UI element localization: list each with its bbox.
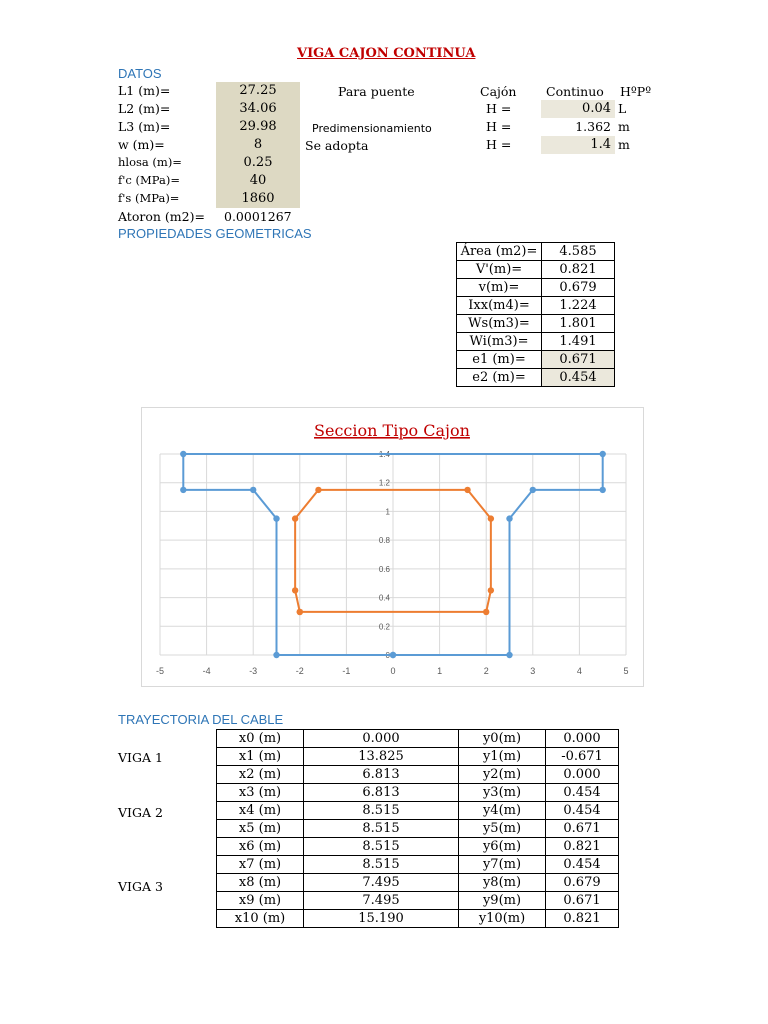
- y-value: 0.000: [546, 730, 619, 748]
- x-value: 6.813: [304, 766, 459, 784]
- prop-value: 4.585: [542, 243, 615, 261]
- table-row: [217, 766, 619, 784]
- x-value: 8.515: [304, 820, 459, 838]
- y-label: y7(m): [459, 856, 546, 874]
- h-unit-3: m: [618, 137, 630, 152]
- datos-value-l3[interactable]: 29.98: [216, 118, 300, 136]
- x-tick-label: 1: [437, 666, 443, 676]
- x-tick-label: 5: [623, 666, 629, 676]
- x-tick-label: 3: [530, 666, 536, 676]
- viga2-label: VIGA 2: [118, 805, 163, 820]
- datos-label-hlosa: hlosa (m)=: [118, 155, 182, 169]
- series-point: [488, 515, 494, 521]
- x-label: x3 (m): [217, 784, 304, 802]
- datos-value-hlosa[interactable]: 0.25: [216, 154, 300, 172]
- y-value: 0.671: [546, 820, 619, 838]
- table-row: [457, 297, 615, 315]
- y-value: 0.454: [546, 784, 619, 802]
- table-row: [217, 730, 619, 748]
- y-label: y2(m): [459, 766, 546, 784]
- predimensionamiento-label: Predimensionamiento: [312, 122, 432, 135]
- series-point: [180, 487, 186, 493]
- prop-label: Área (m2)=: [457, 243, 542, 261]
- propiedades-table: [456, 242, 615, 387]
- datos-label-l2: L2 (m)=: [118, 101, 171, 116]
- se-adopta-label: Se adopta: [305, 138, 369, 153]
- series-point: [273, 515, 279, 521]
- table-row: [457, 261, 615, 279]
- h-label-2: H =: [486, 119, 512, 134]
- x-value: 8.515: [304, 838, 459, 856]
- y-label: y0(m): [459, 730, 546, 748]
- para-puente-label: Para puente: [338, 84, 415, 99]
- prop-value[interactable]: 0.454: [542, 369, 615, 387]
- y-tick-label: 0: [385, 651, 390, 660]
- table-row: [217, 892, 619, 910]
- page-title: VIGA CAJON CONTINUA: [297, 46, 476, 61]
- x-label: x6 (m): [217, 838, 304, 856]
- series-point: [273, 652, 279, 658]
- x-label: x0 (m): [217, 730, 304, 748]
- datos-value-fs[interactable]: 1860: [216, 190, 300, 208]
- series-point: [292, 587, 298, 593]
- series-point: [506, 515, 512, 521]
- x-tick-label: -2: [295, 666, 304, 676]
- trayectoria-heading: TRAYECTORIA DEL CABLE: [118, 712, 284, 727]
- y-label: y10(m): [459, 910, 546, 928]
- table-row: [217, 802, 619, 820]
- chart-title: Seccion Tipo Cajon: [314, 421, 470, 440]
- y-tick-label: 0.6: [378, 564, 390, 574]
- x-tick-label: 4: [576, 666, 582, 676]
- datos-label-l1: L1 (m)=: [118, 83, 171, 98]
- table-row: [217, 820, 619, 838]
- y-value: 0.454: [546, 856, 619, 874]
- x-value: 8.515: [304, 802, 459, 820]
- series-point: [390, 652, 396, 658]
- x-value: 7.495: [304, 874, 459, 892]
- series-point: [506, 652, 512, 658]
- x-tick-label: -3: [249, 666, 258, 676]
- prop-label: Wi(m3)=: [457, 333, 542, 351]
- atoron-value: 0.0001267: [224, 209, 292, 224]
- series-point: [297, 609, 303, 615]
- x-tick-label: -1: [342, 666, 351, 676]
- datos-label-fs: f's (MPa)=: [118, 191, 180, 205]
- table-row: [217, 784, 619, 802]
- x-value: 0.000: [304, 730, 459, 748]
- y-tick-label: 0.4: [378, 593, 390, 603]
- propiedades-heading: PROPIEDADES GEOMETRICAS: [118, 226, 312, 241]
- series-point: [483, 609, 489, 615]
- y-value: 0.821: [546, 838, 619, 856]
- chart-frame[interactable]: [141, 407, 644, 687]
- y-label: y1(m): [459, 748, 546, 766]
- datos-heading: DATOS: [118, 66, 162, 81]
- x-tick-label: -5: [155, 666, 165, 676]
- chart-axes: [156, 450, 629, 676]
- prop-label: Ws(m3)=: [457, 315, 542, 333]
- table-row: [217, 874, 619, 892]
- series-point: [530, 487, 536, 493]
- h-value-1[interactable]: 0.04: [541, 100, 615, 118]
- atoron-label: Atoron (m2)=: [118, 209, 205, 224]
- prop-value: 1.224: [542, 297, 615, 315]
- x-label: x4 (m): [217, 802, 304, 820]
- y-value: 0.679: [546, 874, 619, 892]
- h-value-2: 1.362: [575, 119, 611, 134]
- x-value: 13.825: [304, 748, 459, 766]
- prop-value[interactable]: 0.671: [542, 351, 615, 369]
- x-label: x2 (m): [217, 766, 304, 784]
- h-unit-2: m: [618, 119, 630, 134]
- table-row: [457, 279, 615, 297]
- y-label: y3(m): [459, 784, 546, 802]
- continuo-label: Continuo: [546, 84, 604, 99]
- series-point: [464, 487, 470, 493]
- x-label: x7 (m): [217, 856, 304, 874]
- series-point: [180, 451, 186, 457]
- series-point: [600, 487, 606, 493]
- x-label: x10 (m): [217, 910, 304, 928]
- x-tick-label: 0: [390, 666, 396, 676]
- table-row: [457, 333, 615, 351]
- datos-value-l2[interactable]: 34.06: [216, 100, 300, 118]
- prop-value: 1.491: [542, 333, 615, 351]
- datos-value-fc[interactable]: 40: [216, 172, 300, 190]
- prop-label: V'(m)=: [457, 261, 542, 279]
- prop-value: 1.801: [542, 315, 615, 333]
- y-tick-label: 0.2: [378, 622, 390, 632]
- x-label: x8 (m): [217, 874, 304, 892]
- x-tick-label: -4: [202, 666, 211, 676]
- y-label: y8(m): [459, 874, 546, 892]
- table-row: [457, 369, 615, 387]
- prop-label: e2 (m)=: [457, 369, 542, 387]
- y-label: y4(m): [459, 802, 546, 820]
- x-label: x1 (m): [217, 748, 304, 766]
- h-label-3: H =: [486, 137, 512, 152]
- h-unit-1: L: [618, 101, 627, 116]
- table-row: [217, 856, 619, 874]
- x-label: x9 (m): [217, 892, 304, 910]
- y-tick-label: 1: [385, 507, 390, 517]
- table-row: [217, 910, 619, 928]
- table-row: [457, 351, 615, 369]
- series-point: [315, 487, 321, 493]
- series-point: [600, 451, 606, 457]
- y-value: 0.821: [546, 910, 619, 928]
- h-value-3[interactable]: 1.4: [541, 136, 615, 154]
- x-value: 6.813: [304, 784, 459, 802]
- y-value: 0.000: [546, 766, 619, 784]
- series-point: [250, 487, 256, 493]
- datos-value-l1[interactable]: 27.25: [216, 82, 300, 100]
- x-value: 7.495: [304, 892, 459, 910]
- section-chart: [142, 408, 643, 686]
- series-point: [292, 515, 298, 521]
- x-value: 15.190: [304, 910, 459, 928]
- y-label: y5(m): [459, 820, 546, 838]
- series-point: [488, 587, 494, 593]
- table-row: [457, 243, 615, 261]
- y-value: 0.671: [546, 892, 619, 910]
- chart-grid: [160, 454, 626, 655]
- prop-label: Ixx(m4)=: [457, 297, 542, 315]
- hp-label: HºPº: [620, 84, 652, 99]
- viga3-label: VIGA 3: [118, 879, 163, 894]
- prop-value: 0.679: [542, 279, 615, 297]
- datos-label-fc: f'c (MPa)=: [118, 173, 180, 187]
- prop-value: 0.821: [542, 261, 615, 279]
- y-tick-label: 1.4: [378, 450, 390, 459]
- x-tick-label: 2: [483, 666, 489, 676]
- x-value: 8.515: [304, 856, 459, 874]
- cajon-label: Cajón: [480, 84, 517, 99]
- datos-label-w: w (m)=: [118, 137, 165, 152]
- x-label: x5 (m): [217, 820, 304, 838]
- prop-label: v(m)=: [457, 279, 542, 297]
- y-value: 0.454: [546, 802, 619, 820]
- datos-label-l3: L3 (m)=: [118, 119, 171, 134]
- table-row: [457, 315, 615, 333]
- y-label: y9(m): [459, 892, 546, 910]
- trayectoria-table: [216, 729, 619, 928]
- datos-value-w[interactable]: 8: [216, 136, 300, 154]
- table-row: [217, 838, 619, 856]
- y-tick-label: 0.8: [378, 536, 390, 546]
- table-row: [217, 748, 619, 766]
- y-label: y6(m): [459, 838, 546, 856]
- prop-label: e1 (m)=: [457, 351, 542, 369]
- viga1-label: VIGA 1: [118, 750, 163, 765]
- h-label-1: H =: [486, 101, 512, 116]
- y-tick-label: 1.2: [378, 478, 390, 488]
- y-value: -0.671: [546, 748, 619, 766]
